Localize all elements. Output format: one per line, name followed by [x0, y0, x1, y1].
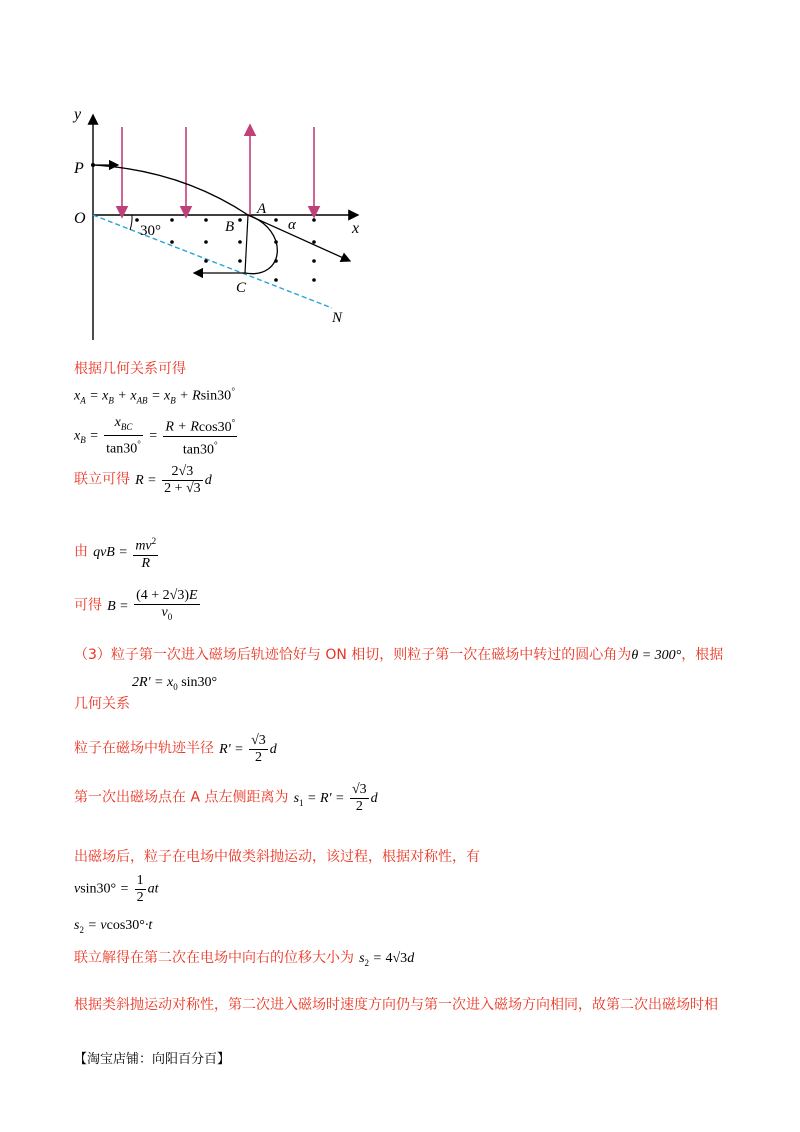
formula-vsin: vsin30° = $\frac{1}{2}$ at — [74, 873, 159, 905]
label-O: O — [74, 210, 86, 227]
label-P: P — [74, 160, 84, 177]
text-part3-tail: ，根据 — [681, 647, 724, 663]
text-part3: （3）粒子第一次进入磁场后轨迹恰好与 ON 相切，则粒子第一次在磁场中转过的圆心角为 — [74, 647, 632, 663]
trajectory-arc — [245, 215, 277, 274]
formula-2R: $2R' = x_0$ sin30° — [132, 675, 218, 692]
text-radius: 粒子在磁场中轨迹半径 — [74, 740, 214, 757]
text-part3-line — [74, 644, 723, 664]
label-A: A — [257, 201, 267, 217]
formula-Rprime: 粒子在磁场中轨迹半径 R' = $\frac{√3}{2}$ d — [74, 733, 277, 765]
formula-s2: $s_2 = vcos30^\circ\cdot t$ — [74, 918, 153, 935]
label-B: B — [225, 219, 235, 235]
text-combine1: 联立可得 — [74, 471, 130, 488]
text-solve: 联立解得在第二次在电场中向右的位移大小为 — [74, 950, 354, 966]
formula-s2-result: 联立解得在第二次在电场中向右的位移大小为 $s_2 = 4√3d$ — [74, 950, 415, 968]
text-geo: 根据几何关系可得 — [74, 361, 186, 377]
text-last: 根据类斜抛运动对称性，第二次进入磁场时速度方向仍与第一次进入磁场方向相同，故第二次出磁场时相 — [74, 997, 718, 1013]
label-y: y — [74, 106, 82, 123]
trajectory-line — [248, 215, 350, 261]
formula-R: 联立可得 R = $\frac{2√3}{2 + √3}$ d — [74, 464, 212, 496]
formula-s1: 第一次出磁场点在 A 点左侧距离为 $s_1 = R'$ = $\frac{√3}{2}$ d — [74, 782, 378, 814]
text-exit: 第一次出磁场点在 A 点左侧距离为 — [74, 789, 289, 806]
text-after: 出磁场后，粒子在电场中做类斜抛运动，该过程，根据对称性，有 — [74, 849, 480, 865]
label-x: x — [352, 220, 360, 237]
text-from: 由 — [74, 543, 88, 560]
formula-xA: $x_A = x_B + x_{AB} = x_B + Rsin30^\circ$ — [74, 386, 235, 406]
label-angle: 30° — [140, 223, 161, 239]
text-theta: θ = 300° — [631, 648, 682, 663]
physics-diagram — [60, 95, 380, 350]
label-C: C — [236, 280, 247, 296]
label-N: N — [332, 310, 343, 326]
line-ON — [93, 215, 332, 308]
trajectory-parabola — [93, 165, 248, 215]
text-geo2: 几何关系 — [74, 696, 130, 712]
formula-xB: $x_B$ = $\frac{x_{BC}}{\tan 30^\circ}$ = $\frac{R + Rcos30^\circ}{\tan 30^\circ}$ — [74, 414, 236, 458]
formula-qvB: 由 qvB = $\frac{mv^2}{R}$ — [74, 533, 160, 572]
label-alpha: α — [288, 217, 296, 233]
formula-B: 可得 B = $\frac{(4 + 2√3)E}{v_0}$ — [74, 588, 198, 622]
field-dots — [91, 163, 316, 282]
footer-shop: 【淘宝店铺：向阳百分百】 — [74, 1052, 231, 1067]
radius-BC — [245, 215, 248, 273]
angle-arc — [130, 215, 132, 230]
text-get: 可得 — [74, 597, 102, 614]
